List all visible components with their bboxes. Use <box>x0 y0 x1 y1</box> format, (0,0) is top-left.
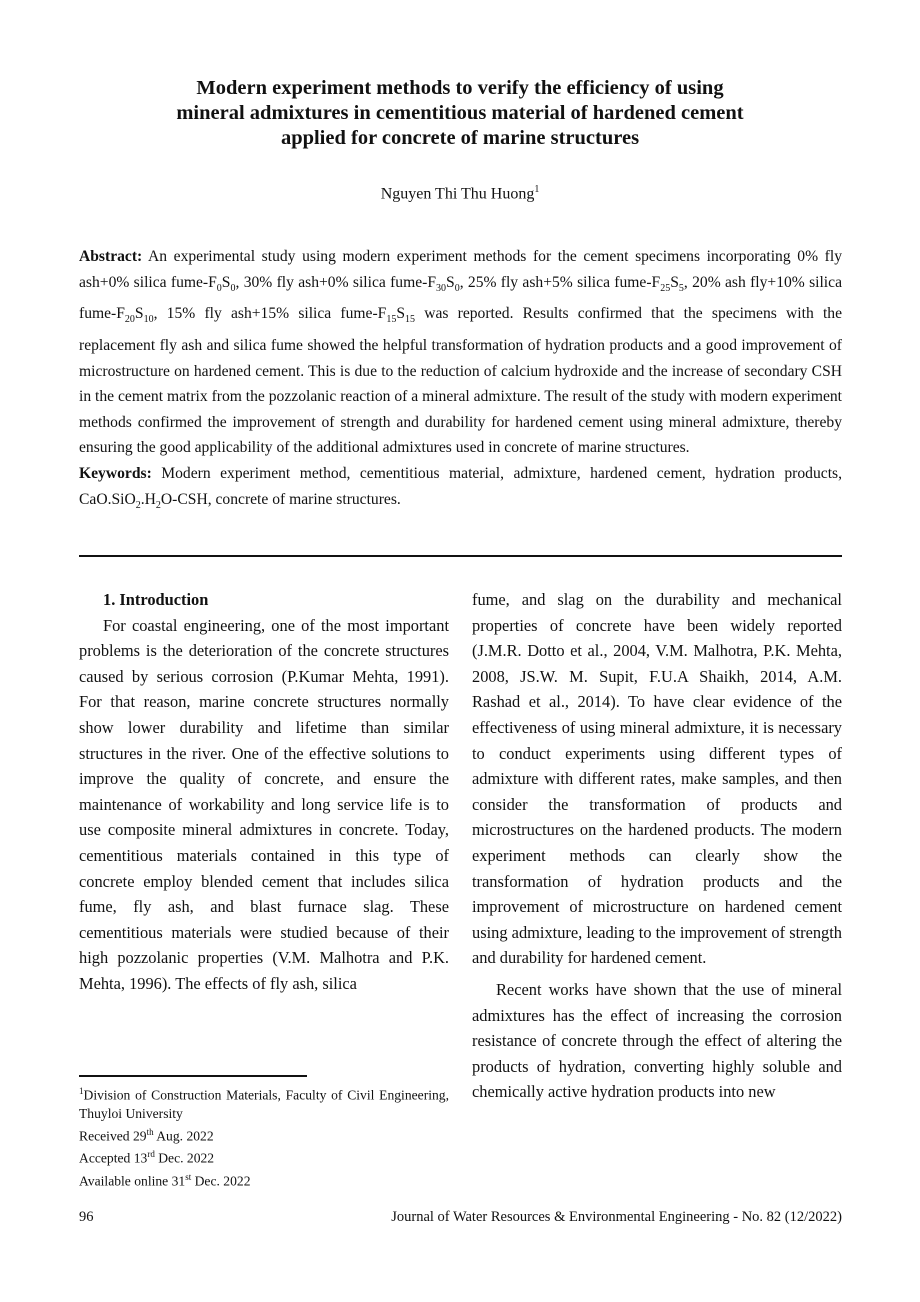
abstract-label: Abstract: <box>79 248 143 265</box>
online-date: Available online 31st Dec. 2022 <box>79 1171 251 1189</box>
body-paragraph: For coastal engineering, one of the most important problems is the deterioration of the concrete structures caused by serious corrosion (P.Kumar Mehta, 1991). For that reason, marine concrete structures normally show lower durability and lifetime than similar structures in the river. One of the effective solutions to improve the quality of concrete, and ensure the maintenance of workability and long service life is to use composite mineral admixtures in concrete. Today, cementitious materials contained in this type of concrete employ blended cement that includes silica fume, fly ash, and blast furnace slag. These cementitious materials were studied because of their high pozzolanic properties (V.M. Malhotra and P.K. Mehta, 1996). The effects of fly ash, silica <box>79 615 449 993</box>
paper-title <box>100 76 820 151</box>
accepted-date: Accepted 13rd Dec. 2022 <box>79 1149 215 1166</box>
affiliation-note: $^1$Division of Construction Materials, Faculty of Civil Engineering, Thuyloi University <box>79 1086 449 1121</box>
received-date: Received 29th Aug. 2022 <box>79 1126 214 1144</box>
abstract-block <box>79 244 842 518</box>
journal-name: Journal of Water Resources & Environmental Engineering - No. 82 (12/2022) <box>391 1209 842 1225</box>
body-paragraph: Recent works have shown that the use of mineral admixtures has the effect of increasing the corrosion resistance of concrete through the effect of altering the products of hydration, converting highly soluble and chemically active hydration products into new <box>472 979 842 1102</box>
title-line: mineral admixtures in cementitious material of hardened cement <box>176 102 744 124</box>
title-line: applied for concrete of marine structures <box>280 127 640 149</box>
footnote-divider <box>79 1075 307 1077</box>
section-heading: 1. Introduction <box>103 590 209 609</box>
left-column <box>79 587 449 997</box>
keywords-paragraph: Keywords: Modern experiment method, cementitious material, admixture, hardened cement, hydration products, $CaO.SiO_2.H_2O$-CSH, concrete of marine structures. <box>79 464 842 511</box>
right-column <box>472 587 842 1105</box>
author-name: Nguyen Thi Thu Huong <box>380 185 535 203</box>
author-line <box>0 184 920 203</box>
page-number: 96 <box>79 1209 94 1225</box>
footnote-block <box>79 1082 449 1190</box>
body-paragraph: fume, and slag on the durability and mechanical properties of concrete have been widely reported (J.M.R. Dotto et al., 2004, V.M. Malhotra, P.K. Mehta, 2008, JS.W. M. Supit, F.U.A Shaikh, 2014, A.M. Rashad et al., 2014). To have clear evidence of the effectiveness of using mineral admixture, it is necessary to conduct experiments using different types of admixture with different rates, make samples, and then consider the transformation of products and microstructures on the hardened products. The modern experiment methods can clearly show the transformation of hydration products and the improvement of microstructure on hardened cement using admixture, leading to the improvement of strength and durability for hardened cement. <box>472 590 842 968</box>
affiliation-mark: 1 <box>534 184 540 195</box>
title-line: Modern experiment methods to verify the efficiency of using <box>196 77 724 99</box>
abstract-divider <box>79 555 842 557</box>
keywords-label: Keywords: <box>79 464 152 482</box>
abstract-paragraph: Abstract: An experimental study using modern experiment methods for the cement specimens incorporating 0% fly ash+0% silica fume-$F_0S_0$, 30% fly ash+0% silica fume-$F_{30}S_0$, 25% fly ash+5% silica fume-$F_{25}S_5$, 20% ash fly+10% silica fume-$F_{20}S_{10}$, 15% fly ash+15% silica fume-$F_{15}S_{15}$ was reported. Results confirmed that the specimens with the replacement fly ash and silica fume showed the helpful transformation of hydration products and a good improvement of microstructure on hardened cement. This is due to the reduction of calcium hydroxide and the increase of secondary CSH in the cement matrix from the pozzolanic reaction of a mineral admixture. The result of the study with modern experiment methods confirmed the improvement of strength and durability for hardened cement using mineral admixture, thereby ensuring the good applicability of the additional admixtures used in concrete of marine structures. <box>79 248 842 457</box>
